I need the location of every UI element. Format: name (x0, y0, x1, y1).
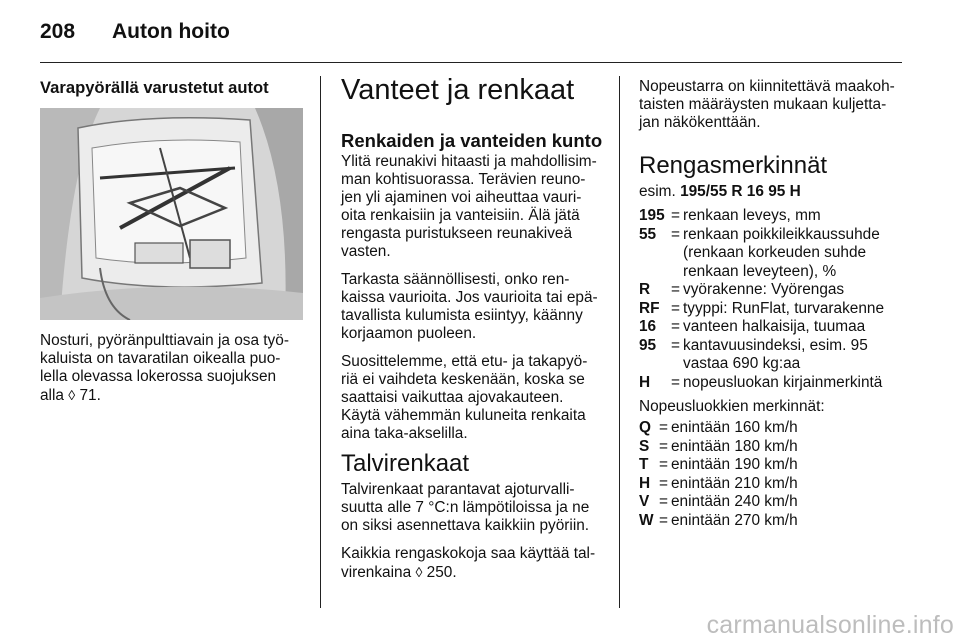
caption-line: kaluista on tavaratilan oikealla puo- (40, 350, 281, 367)
definition-key: 195 (639, 207, 665, 224)
equals-sign: = (671, 207, 680, 224)
definition-key: 95 (639, 336, 657, 354)
text-line: riä ei vaihdeta keskenään, koska se (341, 371, 585, 388)
speed-key: Q (639, 419, 651, 436)
speed-row (639, 438, 903, 457)
text-line: Käytä vähemmän kuluneita renkaita (341, 407, 586, 424)
text-line: aina taka-akselilla. (341, 425, 468, 442)
page-reference-link[interactable]: 250. (426, 564, 457, 581)
text-line: vasten. (341, 243, 391, 260)
paragraph (341, 481, 607, 535)
text-line: Ylitä reunakivi hitaasti ja mahdollisim- (341, 153, 597, 170)
paragraph (639, 78, 903, 132)
definition-key: 16 (639, 318, 657, 335)
definition-key: RF (639, 299, 660, 317)
column-3-intro (639, 78, 903, 142)
caption-line: alla (40, 387, 64, 404)
speed-class-list (639, 419, 903, 530)
trunk-photo (40, 108, 303, 320)
section-heading-condition: Renkaiden ja vanteiden kunto (341, 130, 603, 151)
equals-sign: = (671, 373, 680, 391)
speed-classes-heading: Nopeusluokkien merkinnät: (639, 398, 825, 415)
header-rule (40, 62, 902, 63)
column-divider-2 (619, 76, 620, 608)
text-line: suutta alle 7 °C:n lämpötiloissa ja ne (341, 499, 590, 516)
definition-text: renkaan poikkileikkaussuhde (683, 225, 880, 243)
equals-sign: = (671, 336, 680, 354)
paragraph (341, 153, 607, 261)
speed-row (639, 475, 903, 494)
caption-line: Nosturi, pyöränpulttiavain ja osa työ- (40, 332, 289, 349)
speed-key: H (639, 474, 651, 492)
subheading-spare-wheel: Varapyörällä varustetut autot (40, 78, 269, 97)
example-prefix: esim. (639, 183, 676, 200)
text-line: rengasta puristukseen reunakiveä (341, 225, 573, 242)
text-line: jan näkökenttään. (639, 114, 761, 131)
page-header (40, 20, 230, 44)
definition-text: renkaan leveys, mm (683, 207, 821, 224)
section-title: Auton hoito (112, 20, 230, 43)
speed-key: S (639, 437, 650, 455)
column-2-text (341, 153, 607, 453)
definition-row (639, 207, 903, 226)
section-heading-winter-tyres: Talvirenkaat (341, 450, 470, 477)
definition-text: renkaan leveyteen), % (683, 262, 837, 280)
equals-sign: = (659, 511, 668, 529)
tyre-code-definitions (639, 207, 903, 392)
definition-row (639, 300, 903, 319)
equals-sign: = (671, 281, 680, 298)
speed-row (639, 493, 903, 512)
definition-key: 55 (639, 225, 657, 243)
text-line: korjaamon puoleen. (341, 325, 477, 342)
photo-caption (40, 332, 306, 415)
definition-text: nopeusluokan kirjainmerkintä (683, 373, 883, 391)
definition-row (639, 318, 903, 337)
paragraph (341, 545, 607, 582)
definition-text: kantavuusindeksi, esim. 95 (683, 336, 868, 354)
watermark: carmanualsonline.info (706, 611, 954, 639)
trunk-compartment-illustration (40, 108, 303, 320)
definition-key: R (639, 281, 651, 298)
text-line: jen yli ajaminen voi aiheuttaa vauri- (341, 189, 582, 206)
paragraph (341, 271, 607, 343)
speed-key: T (639, 456, 649, 473)
text-line: on siksi asennettava kaikkiin pyöriin. (341, 517, 590, 534)
definition-text: tyyppi: RunFlat, turvarakenne (683, 299, 885, 317)
definition-text: vyörakenne: Vyörengas (683, 281, 845, 298)
definition-row (639, 226, 903, 282)
equals-sign: = (659, 493, 668, 510)
definition-text: vastaa 690 kg:aa (683, 355, 801, 372)
speed-key: V (639, 493, 650, 510)
paragraph (341, 353, 607, 443)
speed-text: enintään 190 km/h (671, 456, 798, 473)
text-line: Tarkasta säännöllisesti, onko ren- (341, 271, 570, 288)
page-reference-link[interactable]: 71. (79, 387, 101, 404)
equals-sign: = (659, 456, 668, 473)
text-line: Suosittelemme, että etu- ja takapyö- (341, 353, 588, 370)
column-2-winter-text (341, 481, 607, 592)
speed-row (639, 456, 903, 475)
definition-row (639, 374, 903, 393)
speed-row (639, 419, 903, 438)
definition-text: (renkaan korkeuden suhde (683, 244, 867, 261)
text-line: kaissa vaurioita. Jos vaurioita tai epä- (341, 289, 598, 306)
speed-text: enintään 160 km/h (671, 419, 798, 436)
example-code: 195/55 R 16 95 H (680, 183, 801, 200)
speed-key: W (639, 511, 654, 529)
text-line: saattaisi vaikuttaa ajovakauteen. (341, 389, 564, 406)
speed-text: enintään 270 km/h (671, 511, 798, 529)
equals-sign: = (671, 299, 680, 317)
page-reference-arrow-icon: ◊ (415, 564, 423, 580)
speed-text: enintään 240 km/h (671, 493, 798, 510)
definition-key: H (639, 373, 651, 391)
text-line: tavallista kulumista esiintyy, käänny (341, 307, 583, 324)
equals-sign: = (671, 318, 680, 335)
speed-text: enintään 210 km/h (671, 474, 798, 492)
equals-sign: = (659, 474, 668, 492)
speed-row (639, 512, 903, 531)
section-heading-tyre-markings: Rengasmerkinnät (639, 152, 828, 179)
text-line: taisten määräysten mukaan kuljetta- (639, 96, 887, 113)
text-line: oita renkaisiin ja vanteisiin. Älä jätä (341, 207, 580, 224)
definition-row (639, 281, 903, 300)
text-line: Talvirenkaat parantavat ajoturvalli- (341, 481, 575, 498)
page-reference-arrow-icon: ◊ (68, 387, 76, 403)
page-number: 208 (40, 20, 76, 43)
equals-sign: = (671, 225, 680, 243)
text-line: man kohtisuorassa. Terävien reuno- (341, 171, 586, 188)
column-divider-1 (320, 76, 321, 608)
text-line: Kaikkia rengaskokoja saa käyttää tal- (341, 545, 596, 562)
speed-text: enintään 180 km/h (671, 437, 798, 455)
definition-row (639, 337, 903, 374)
equals-sign: = (659, 419, 668, 436)
definition-text: vanteen halkaisija, tuumaa (683, 318, 866, 335)
caption-line: lella olevassa lokerossa suojuksen (40, 368, 277, 385)
equals-sign: = (659, 437, 668, 455)
chapter-title: Vanteet ja renkaat (341, 74, 575, 106)
text-line: Nopeustarra on kiinnitettävä maakoh- (639, 78, 895, 95)
text-line: virenkaina (341, 564, 412, 581)
